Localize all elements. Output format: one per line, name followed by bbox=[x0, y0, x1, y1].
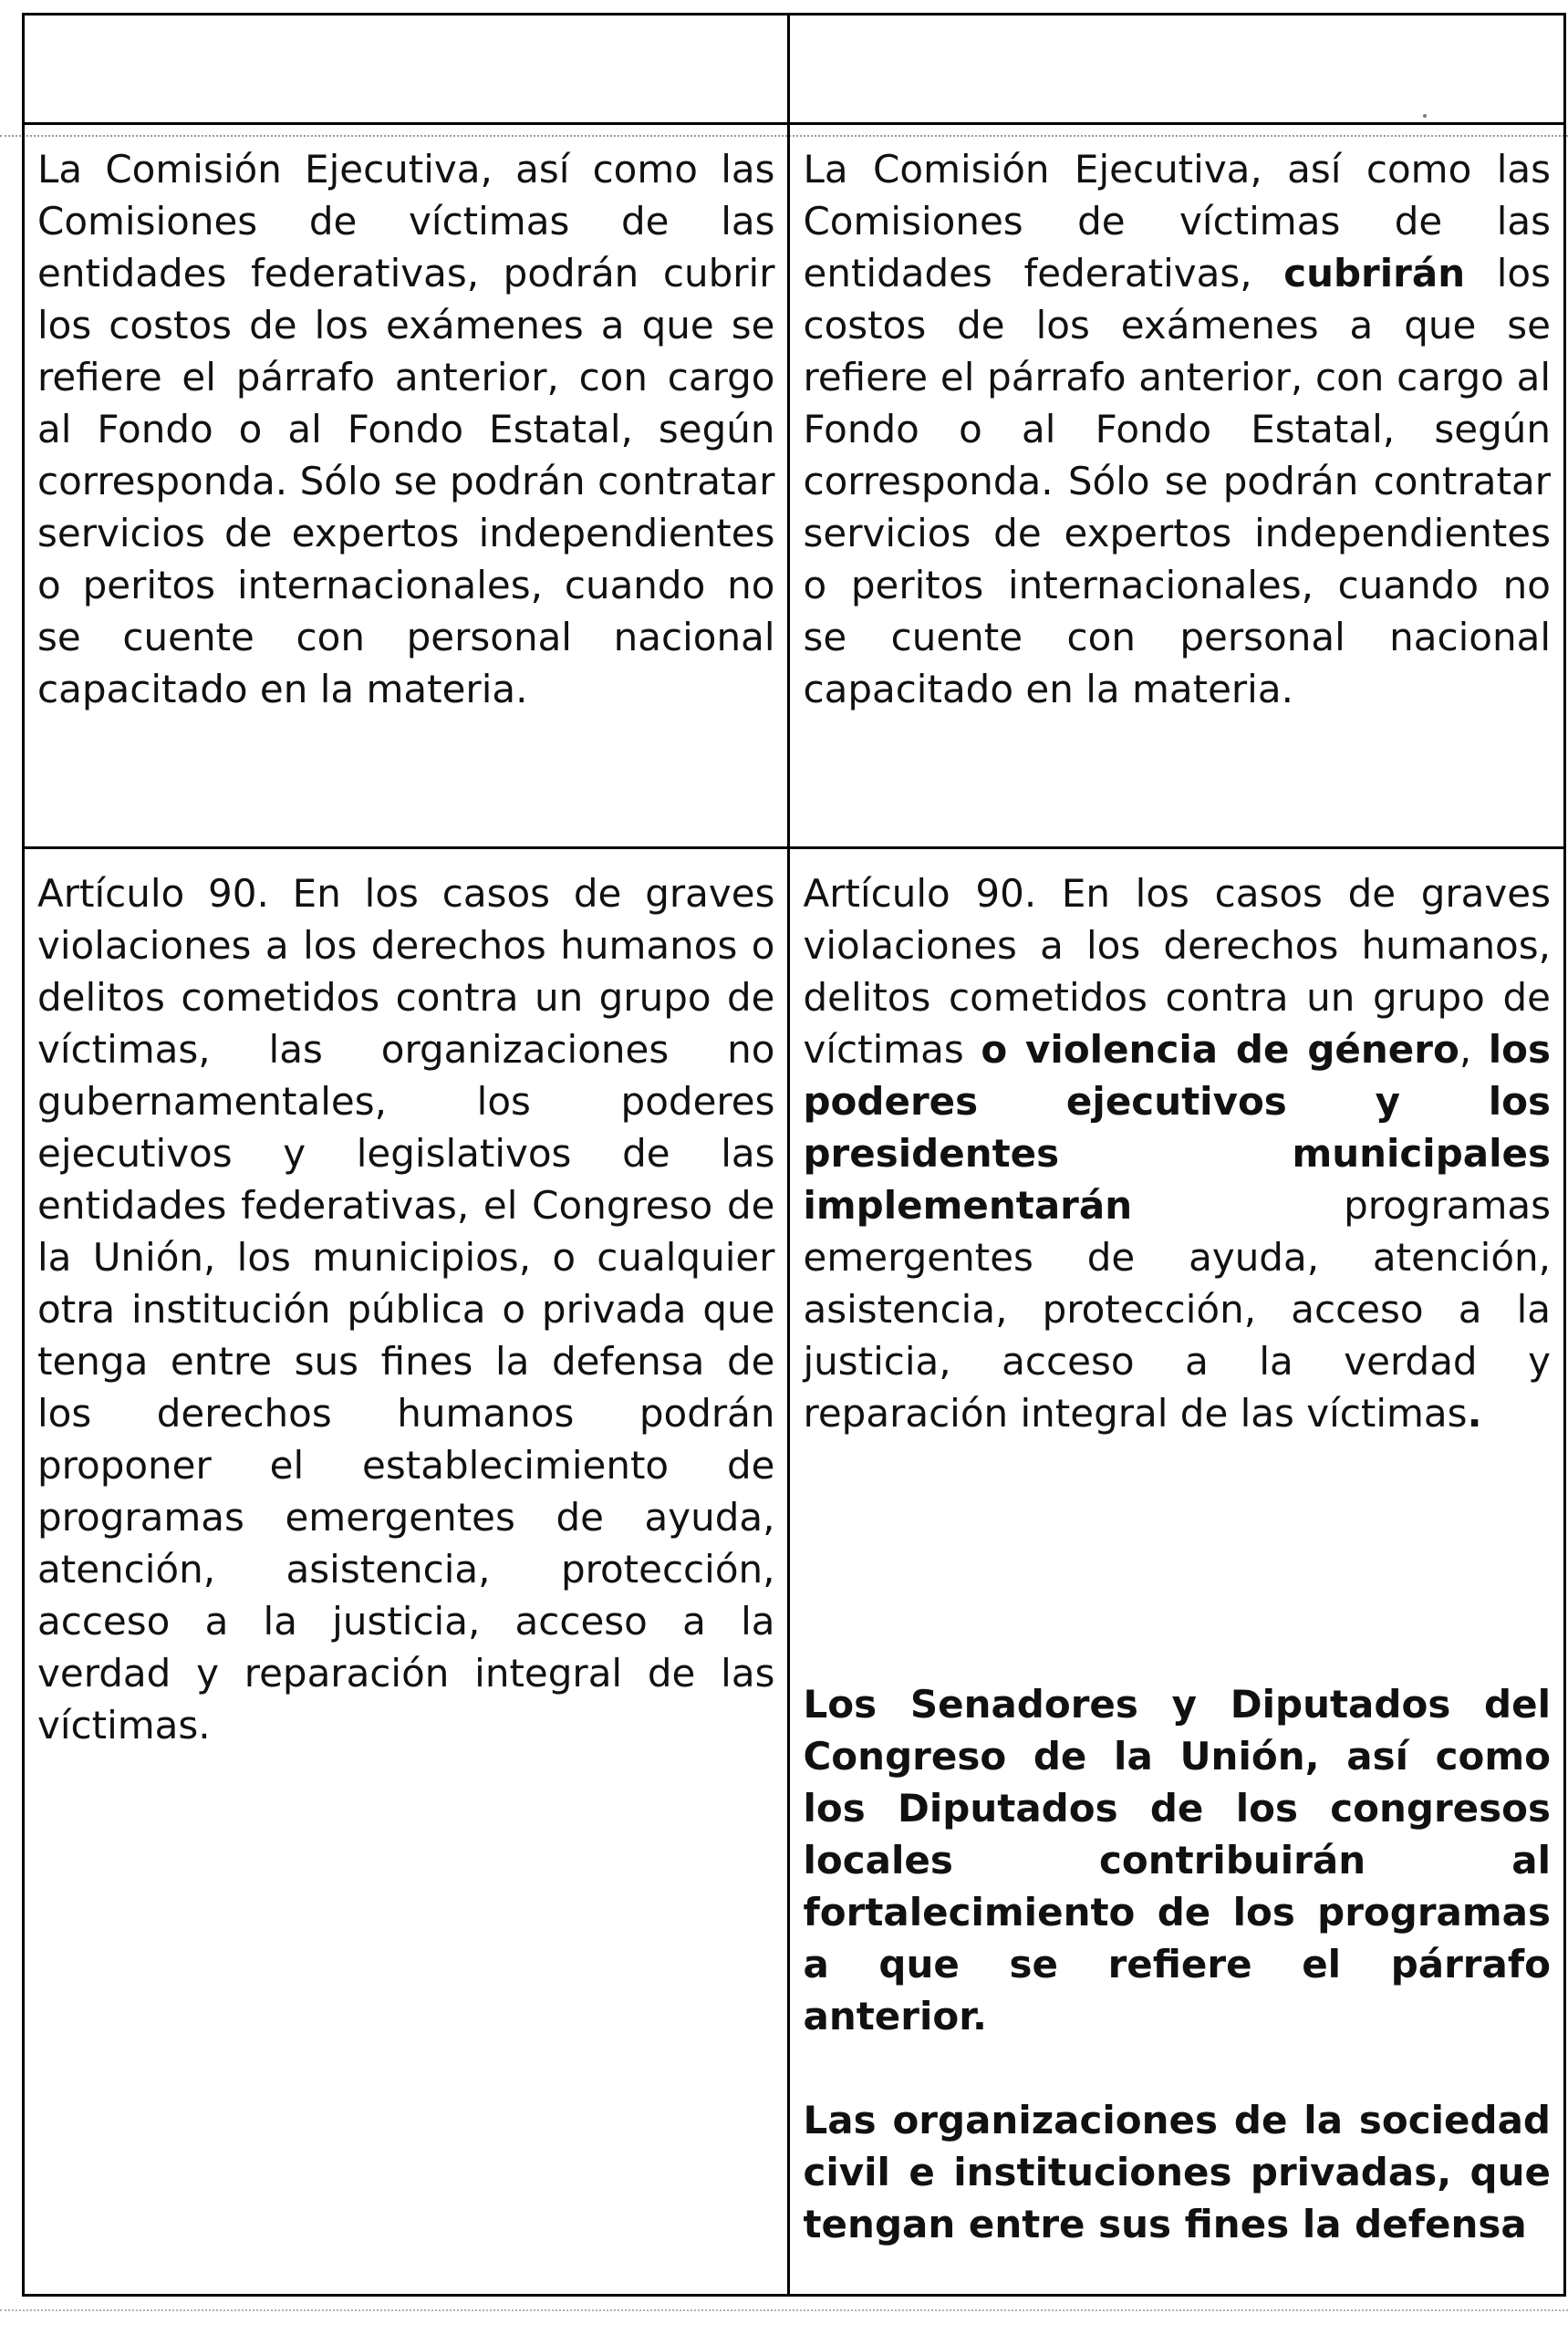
added-paragraph-legislators: Los Senadores y Diputados del Congreso de la Unión, así como los Diputados de los congresos locales contribuirán al fortalecimiento de los programas a que se refiere el párrafo anterior. bbox=[803, 1682, 1551, 2038]
table-row bbox=[24, 124, 1565, 848]
proposed-text-cell bbox=[789, 848, 1565, 2296]
current-text-cell bbox=[24, 848, 789, 2296]
current-text-paragraph: La Comisión Ejecutiva, así como las Comisiones de víctimas de las entidades federativas, podrán cubrir los costos de los exámenes a que se refiere el párrafo anterior, con cargo al Fondo o al Fondo Estatal, según corresponda. Sólo se podrán contratar servicios de expertos independientes o peritos internacionales, cuando no se cuente con personal nacional capacitado en la materia. bbox=[37, 147, 775, 711]
highlighted-change: o violencia de género bbox=[981, 1027, 1459, 1072]
article-90-proposed: Artículo 90. En los casos de graves violaciones a los derechos humanos, delitos cometidos contra un grupo de víctimas o violencia de género, los poderes ejecutivos y los presidentes municipales implementarán programas emergentes de ayuda, atención, asistencia, protección, acceso a la justicia, acceso a la verdad y reparación integral de las víctimas. bbox=[803, 871, 1551, 1436]
proposed-text-cell bbox=[789, 124, 1565, 848]
empty-cell-right bbox=[789, 15, 1565, 124]
table-row-empty bbox=[24, 15, 1565, 124]
empty-cell-left bbox=[24, 15, 789, 124]
proposed-text-paragraph: La Comisión Ejecutiva, así como las Comisiones de víctimas de las entidades federativas, cubrirán los costos de los exámenes a que se refiere el párrafo anterior, con cargo al Fondo o al Fondo Estatal, según corresponda. Sólo se podrán contratar servicios de expertos independientes o peritos internacionales, cuando no se cuente con personal nacional capacitado en la materia. bbox=[803, 147, 1551, 711]
added-paragraph-organizations: Las organizaciones de la sociedad civil e instituciones privadas, que tengan entre sus fines la defensa bbox=[803, 2098, 1551, 2246]
comparison-table bbox=[22, 13, 1566, 2297]
highlighted-change: cubrirán bbox=[1283, 251, 1466, 296]
paragraph-gap bbox=[803, 1439, 1551, 1678]
scan-divider-bottom bbox=[0, 2309, 1568, 2311]
highlighted-change: los poderes ejecutivos y los presidentes municipales implementarán bbox=[803, 1027, 1551, 1228]
highlighted-change: . bbox=[1467, 1391, 1482, 1436]
scan-speck bbox=[1423, 114, 1427, 118]
table-row bbox=[24, 848, 1565, 2296]
article-90-current: Artículo 90. En los casos de graves violaciones a los derechos humanos o delitos cometidos contra un grupo de víctimas, las organizaciones no gubernamentales, los poderes ejecutivos y legislativos de las entidades federativas, el Congreso de la Unión, los municipios, o cualquier otra institución pública o privada que tenga entre sus fines la defensa de los derechos humanos podrán proponer el establecimiento de programas emergentes de ayuda, atención, asistencia, protección, acceso a la justicia, acceso a la verdad y reparación integral de las víctimas. bbox=[37, 871, 775, 1748]
current-text-cell bbox=[24, 124, 789, 848]
